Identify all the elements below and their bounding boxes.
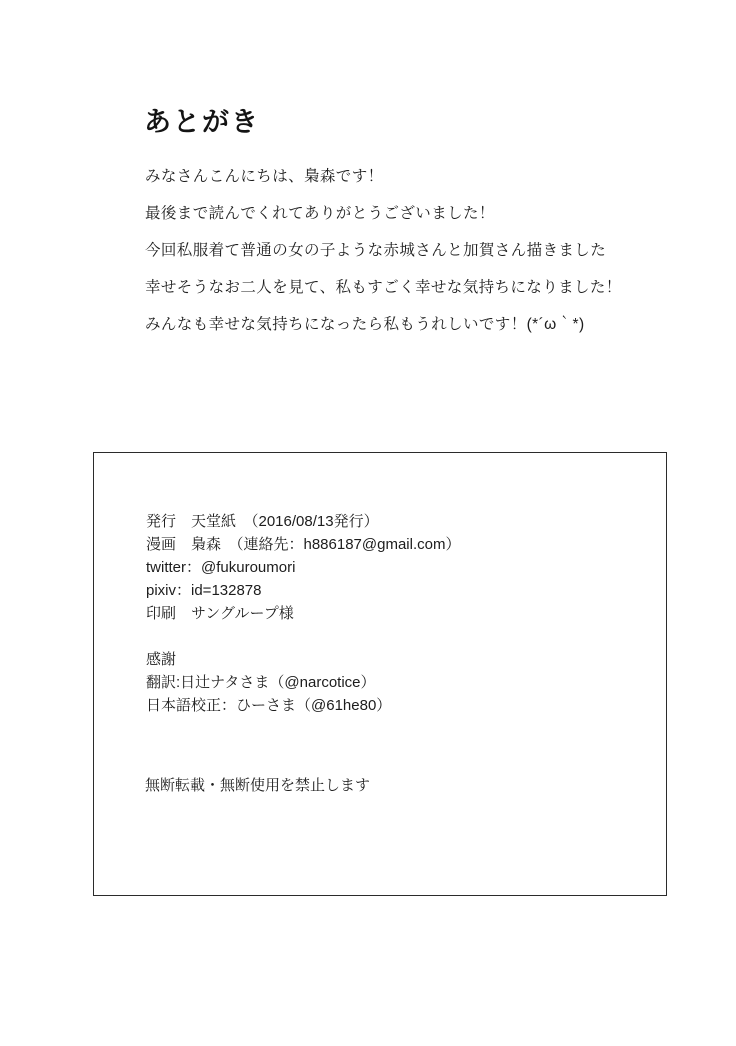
colophon-publisher: 発行 天堂紙 （2016/08/13発行） <box>146 513 379 530</box>
colophon-translation: 翻訳:日辻ナタさま（@narcotice） <box>146 674 376 691</box>
colophon-thanks-heading: 感謝 <box>146 651 177 668</box>
afterword-line: みんなも幸せな気持ちになったら私もうれしいです！(*´ω｀*) <box>145 316 585 333</box>
copyright-notice: 無断転載・無断使用を禁止します <box>145 777 371 794</box>
page-title: あとがき <box>144 107 260 137</box>
colophon-pixiv: pixiv：id=132878 <box>146 582 262 599</box>
colophon-twitter: twitter：@fukuroumori <box>146 559 296 576</box>
colophon-printer: 印刷 サングループ様 <box>146 605 294 622</box>
colophon-content <box>146 510 646 717</box>
afterword-text-block <box>145 158 685 343</box>
colophon-proofread: 日本語校正：ひーさま（@61he80） <box>146 697 392 714</box>
colophon-box <box>93 452 667 896</box>
colophon-author: 漫画 梟森 （連絡先：h886187@gmail.com） <box>146 536 461 553</box>
afterword-line: みなさんこんにちは、梟森です！ <box>145 168 384 185</box>
spacer <box>146 625 646 648</box>
afterword-line: 最後まで読んでくれてありがとうございました！ <box>145 205 495 222</box>
afterword-line: 今回私服着て普通の女の子ような赤城さんと加賀さん描きました <box>145 242 607 259</box>
afterword-line: 幸せそうなお二人を見て、私もすごく幸せな気持ちになりました！ <box>145 279 622 296</box>
